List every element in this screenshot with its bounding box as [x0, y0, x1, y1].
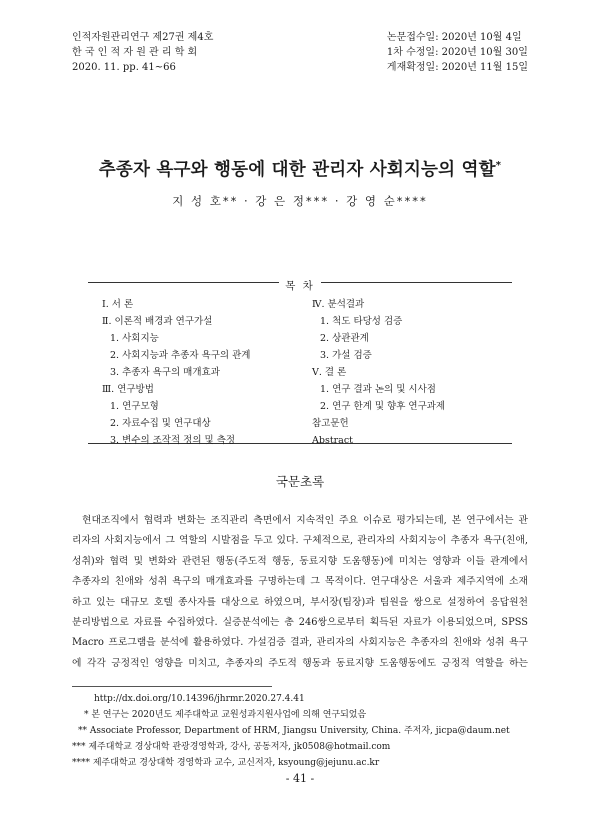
- toc-item: Ⅲ. 연구방법: [102, 384, 154, 395]
- paper-title: [0, 156, 600, 181]
- footnote: **** 제주대학교 경상대학 경영학과 교수, 교신저자, ksyoung@jejunu.ac.kr: [72, 758, 380, 768]
- toc-right-column: [312, 296, 445, 449]
- abstract-line: Macro 프로그램을 분석에 활용하였다. 가설검증 결과, 관리자의 사회지능은 추종자의 친애와 성취 욕구: [72, 637, 528, 649]
- abstract-line: 에 각각 긍정적인 영향을 미치고, 추종자의 주도적 행동과 동료지향 도움행동에도 긍정적 역할을 하는: [72, 657, 528, 669]
- toc-item: 2. 사회지능과 추종자 욕구의 관계: [110, 350, 251, 361]
- journal-info: [72, 30, 213, 75]
- abstract-line: 하고 있는 대규모 호텔 종사자를 대상으로 하였으며, 부서장(팀장)과 팀원을 쌍으로 설정하여 응답원천: [72, 596, 528, 608]
- abstract-line: 리자의 사회지능에서 그 역할의 시발점을 두고 있다. 구체적으로, 관리자의 사회지능이 추종자 욕구(친애,: [72, 535, 528, 547]
- received-date: 논문접수일: 2020년 10월 4일: [386, 32, 522, 43]
- toc-item: 참고문헌: [312, 418, 349, 429]
- toc-item: 1. 사회지능: [110, 333, 159, 344]
- doi-link[interactable]: http://dx.doi.org/10.14396/jhrmr.2020.27.4.41: [94, 694, 305, 704]
- issue-date-pages: 2020. 11. pp. 41~66: [72, 62, 176, 73]
- toc-item: 2. 자료수집 및 연구대상: [110, 418, 211, 429]
- toc-item: Abstract: [312, 435, 353, 446]
- toc-item: Ⅳ. 분석결과: [312, 299, 365, 310]
- accepted-date: 게재확정일: 2020년 11월 15일: [386, 62, 528, 73]
- toc-item: 2. 상관관계: [320, 333, 369, 344]
- submission-dates: [387, 30, 528, 75]
- society-name: 한 국 인 적 자 원 관 리 학 회: [72, 47, 198, 58]
- abstract-line: 추종자의 친애와 성취 욕구의 매개효과를 구명하는데 그 목적이다. 연구대상은 서울과 제주지역에 소재: [72, 576, 528, 588]
- toc-item: Ⅱ. 이론적 배경과 연구가설: [102, 316, 213, 327]
- abstract-line: 성취)와 협력 및 변화와 관련된 행동(주도적 행동, 동료지향 도움행동)에 미치는 영향과 이들 관계에서: [72, 555, 528, 567]
- footnote-divider: [72, 686, 272, 687]
- footnotes: [72, 691, 528, 771]
- footnote: *** 제주대학교 경상대학 관광경영학과, 강사, 공동저자, jk0508@hotmail.com: [72, 742, 391, 752]
- toc-item: 3. 추종자 욕구의 매개효과: [110, 367, 220, 378]
- toc-item: Ⅰ. 서 론: [102, 299, 134, 310]
- toc-item: Ⅴ. 결 론: [312, 367, 347, 378]
- revised-date: 1차 수정일: 2020년 10월 30일: [386, 47, 528, 58]
- title-footnote-mark: *: [495, 160, 502, 172]
- abstract-heading: 국문초록: [275, 474, 325, 489]
- paper-title-text: 추종자 욕구와 행동에 대한 관리자 사회지능의 역할: [98, 160, 496, 180]
- footnote: ** Associate Professor, Department of HRM, Jiangsu University, China. 주저자, jicpa@daum.net: [78, 726, 510, 736]
- abstract-line: 현대조직에서 협력과 변화는 조직관리 측면에서 지속적인 주요 이슈로 평가되는데, 본 연구에서는 관: [82, 515, 528, 526]
- table-of-contents: [88, 282, 512, 444]
- journal-name: 인적자원관리연구 제27권 제4호: [72, 32, 214, 43]
- toc-item: 2. 연구 한계 및 향후 연구과제: [320, 401, 446, 412]
- page-number: - 41 -: [285, 772, 315, 785]
- abstract-line: 분리방법으로 자료를 수집하였다. 실증분석에는 총 246쌍으로부터 획득된 자료가 이용되었으며, SPSS: [72, 617, 528, 629]
- toc-item: 1. 척도 타당성 검증: [320, 316, 403, 327]
- toc-item: 1. 연구 결과 논의 및 시사점: [320, 384, 436, 395]
- toc-item: 1. 연구모형: [110, 401, 159, 412]
- toc-item: 3. 가설 검증: [320, 350, 372, 361]
- toc-item: 3. 변수의 조작적 정의 및 측정: [110, 435, 236, 446]
- footnote: * 본 연구는 2020년도 제주대학교 교원성과지원사업에 의해 연구되었음: [84, 710, 367, 720]
- author-list: 지 성 호** · 강 은 정*** · 강 영 순****: [172, 194, 428, 208]
- toc-left-column: [102, 296, 250, 449]
- toc-title: [88, 274, 512, 293]
- toc-title-text: 목 차: [279, 280, 321, 292]
- abstract-body: [72, 511, 528, 674]
